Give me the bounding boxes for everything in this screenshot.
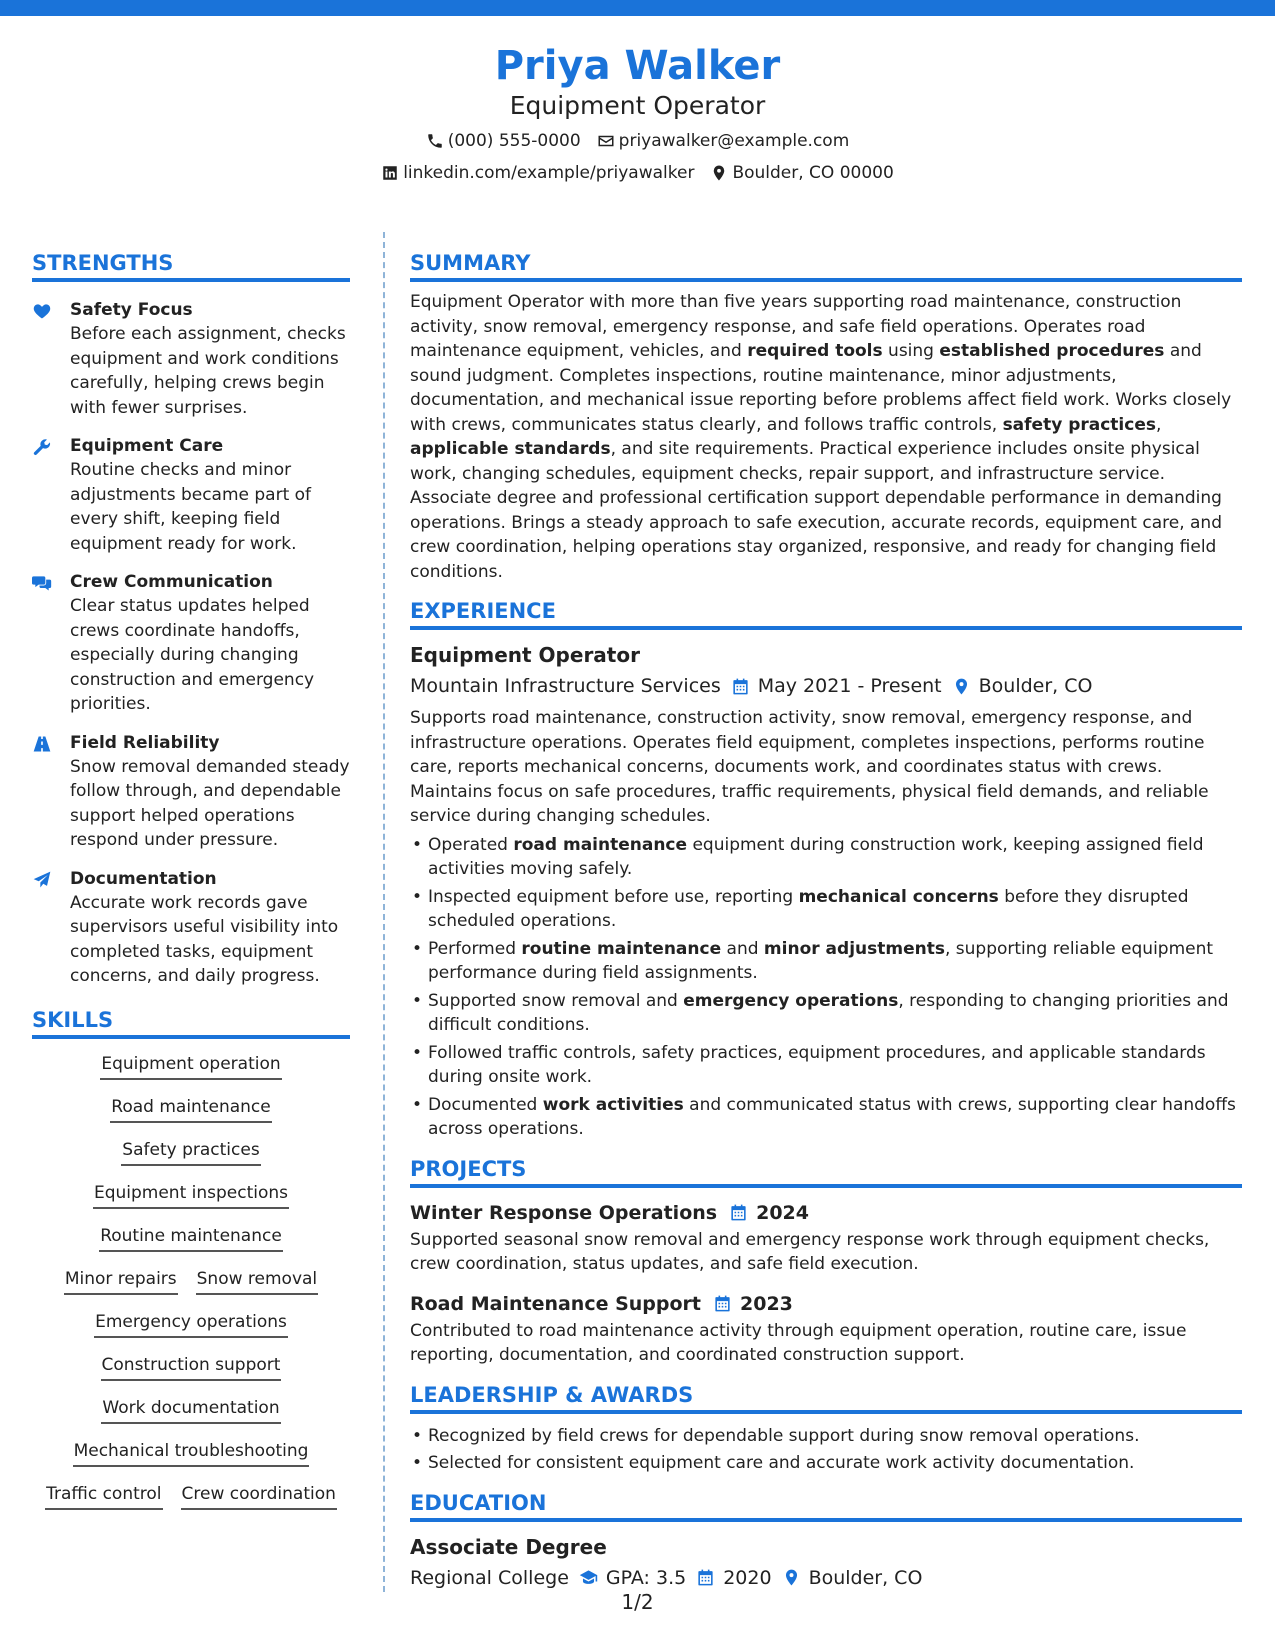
bold-phrase: mechanical concerns xyxy=(798,886,999,907)
bold-phrase: safety practices xyxy=(1002,414,1156,435)
text-run: Equipment Operator with more than five years supporting road maintenance, construction activity, snow removal, emergency response, and safe field operations. Operates road maintenance equipment, vehicles, and xyxy=(410,292,1182,361)
text-run: Supported snow removal and xyxy=(428,990,684,1011)
experience-bullets xyxy=(410,833,1242,1142)
map-marker-icon xyxy=(952,677,971,696)
comments-icon xyxy=(32,573,52,593)
gpa-text: GPA: 3.5 xyxy=(605,1566,687,1589)
leadership-heading: LEADERSHIP & AWARDS xyxy=(410,1380,1242,1414)
skill-tag: Minor repairs xyxy=(64,1266,178,1295)
bold-phrase: established procedures xyxy=(939,341,1165,361)
project-title: Winter Response Operations xyxy=(410,1201,718,1224)
strength-title: Safety Focus xyxy=(70,300,193,320)
skills-list xyxy=(32,1051,350,1510)
column-divider xyxy=(383,232,385,1592)
candidate-title: Equipment Operator xyxy=(509,91,766,120)
list-item xyxy=(410,937,1242,986)
strength-text: Routine checks and minor adjustments became part of every shift, keeping field equipment ready for work. xyxy=(70,460,312,554)
text-run: and communicated status with crews, supporting clear handoffs across operations. xyxy=(428,1094,1236,1139)
contact-row-1 xyxy=(0,125,1275,157)
skill-tag: Emergency operations xyxy=(94,1309,288,1338)
strength-item xyxy=(32,570,350,717)
text-run: Followed traffic controls, safety practices, equipment procedures, and applicable standards during onsite work. xyxy=(428,1042,1206,1087)
calendar-icon xyxy=(696,1568,715,1587)
top-accent-bar xyxy=(0,0,1275,16)
bold-phrase: applicable standards xyxy=(410,439,611,459)
contact-row-2 xyxy=(0,157,1275,189)
strength-title: Crew Communication xyxy=(70,572,273,592)
strength-text: Accurate work records gave supervisors useful visibility into completed tasks, equipment concerns, and daily progress. xyxy=(70,892,339,986)
calendar-icon xyxy=(729,1203,748,1222)
linkedin-contact[interactable] xyxy=(381,157,694,189)
graduation-cap-icon xyxy=(579,1568,598,1587)
skill-tag: Routine maintenance xyxy=(99,1223,283,1252)
project-text: Supported seasonal snow removal and emergency response work through equipment checks, crew coordination, status updates, and safe field execution. xyxy=(410,1229,1210,1274)
projects-heading: PROJECTS xyxy=(410,1154,1242,1188)
project-year: 2023 xyxy=(740,1292,793,1315)
strength-item xyxy=(32,731,350,853)
heart-icon xyxy=(32,301,52,321)
job-title: Equipment Operator xyxy=(410,643,640,667)
skill-tag: Snow removal xyxy=(196,1266,319,1295)
bold-phrase: routine maintenance xyxy=(521,938,722,959)
road-icon xyxy=(32,734,52,754)
strength-item xyxy=(32,298,350,420)
strength-text: Clear status updates helped crews coordinate handoffs, especially during changing construction and emergency priorities. xyxy=(70,596,315,714)
strength-text: Snow removal demanded steady follow through, and dependable support helped operations respond under pressure. xyxy=(70,756,350,850)
strength-title: Field Reliability xyxy=(70,732,220,753)
bold-phrase: required tools xyxy=(747,341,883,361)
page-number: 1/2 xyxy=(621,1590,654,1614)
envelope-icon xyxy=(597,132,615,150)
text-run: before they disrupted scheduled operations. xyxy=(428,886,1189,931)
text-run: Performed xyxy=(428,938,522,959)
bold-phrase: emergency operations xyxy=(683,990,899,1011)
strength-text: Before each assignment, checks equipment and work conditions carefully, helping crews begin with fewer surprises. xyxy=(70,324,346,418)
calendar-icon xyxy=(713,1294,732,1313)
project-title-row xyxy=(410,1198,1242,1228)
phone-contact xyxy=(426,125,581,157)
wrench-icon xyxy=(32,437,52,457)
linkedin-icon xyxy=(381,164,399,182)
list-item: • Selected for consistent equipment care and accurate work activity documentation. xyxy=(410,1451,1242,1476)
text-run: Inspected equipment before use, reporting xyxy=(428,886,799,907)
location-contact xyxy=(710,157,893,189)
summary-text xyxy=(410,290,1242,584)
text-run: Documented xyxy=(428,1094,543,1115)
skill-tag: Work documentation xyxy=(101,1395,280,1424)
strength-item xyxy=(32,434,350,556)
text-run: equipment during construction work, keeping assigned field activities moving safely. xyxy=(428,834,1204,879)
list-item xyxy=(410,1041,1242,1090)
job-meta xyxy=(410,670,1242,702)
list-item xyxy=(410,833,1242,882)
text-run: , supporting reliable equipment performance during field assignments. xyxy=(428,938,1214,983)
company-name: Mountain Infrastructure Services xyxy=(410,675,721,697)
right-column xyxy=(410,248,1242,1598)
summary-heading: SUMMARY xyxy=(410,248,1242,282)
skill-tag: Road maintenance xyxy=(110,1094,271,1123)
skill-tag: Mechanical troubleshooting xyxy=(73,1438,310,1467)
left-column xyxy=(32,248,350,1524)
resume-header xyxy=(0,42,1275,189)
skill-tag: Traffic control xyxy=(45,1481,162,1510)
text-run: , responding to changing priorities and difficult conditions. xyxy=(428,990,1229,1035)
calendar-icon xyxy=(731,677,750,696)
job-description: Supports road maintenance, construction activity, snow removal, emergency response, and infrastructure operations. Operates field equipment, completes inspections, performs routine care, reports mechanical concerns, documents work, and coordinates status with crews. Maintains focus on safe procedures, traffic requirements, physical field demands, and reliable service during changing schedules. xyxy=(410,708,1209,826)
education-year: 2020 xyxy=(723,1566,772,1589)
education-meta xyxy=(410,1562,1242,1594)
candidate-name: Priya Walker xyxy=(494,43,781,89)
phone-text: (000) 555-0000 xyxy=(447,131,581,152)
experience-heading: EXPERIENCE xyxy=(410,596,1242,630)
skill-tag: Equipment operation xyxy=(100,1051,281,1080)
list-item xyxy=(410,989,1242,1038)
text-run: , xyxy=(1156,414,1162,435)
leadership-bullets xyxy=(410,1424,1242,1476)
list-item xyxy=(410,1093,1242,1142)
linkedin-text: linkedin.com/example/priyawalker xyxy=(403,163,695,184)
phone-icon xyxy=(426,132,444,150)
list-item: • Recognized by field crews for dependable support during snow removal operations. xyxy=(410,1424,1242,1449)
bold-phrase: minor adjustments xyxy=(763,938,945,959)
text-run: using xyxy=(882,341,940,361)
paper-plane-icon xyxy=(32,870,52,890)
strengths-heading: STRENGTHS xyxy=(32,248,350,282)
bold-phrase: work activities xyxy=(542,1094,684,1115)
skill-tag: Crew coordination xyxy=(181,1481,337,1510)
project-year: 2024 xyxy=(756,1201,809,1224)
map-marker-icon xyxy=(710,164,728,182)
email-text: priyawalker@example.com xyxy=(618,131,850,152)
project-title: Road Maintenance Support xyxy=(410,1292,702,1315)
strength-title: Documentation xyxy=(70,868,217,889)
skill-tag: Equipment inspections xyxy=(93,1180,289,1209)
skills-heading: SKILLS xyxy=(32,1005,350,1039)
text-run: and xyxy=(721,938,764,959)
project-title-row xyxy=(410,1289,1242,1319)
strength-title: Equipment Care xyxy=(70,436,224,456)
text-run: and sound judgment. Completes inspections, routine maintenance, minor adjustments, documentation, and mechanical issue reporting before problems affect field work. Works closely with crews, communicates status clearly, and follows traffic controls, xyxy=(410,341,1232,435)
text-run: , and site requirements. Practical experience includes onsite physical work, changing schedules, equipment checks, repair support, and infrastructure service. Associate degree and professional certification support dependable performance in demanding operations. Brings a steady approach to safe execution, accurate records, equipment care, and crew coordination, helping operations stay organized, responsive, and ready for changing field conditions. xyxy=(410,439,1222,582)
education-heading: EDUCATION xyxy=(410,1488,1242,1522)
education-location: Boulder, CO xyxy=(808,1566,923,1589)
text-run: Operated xyxy=(428,834,514,855)
strength-item xyxy=(32,867,350,989)
location-text: Boulder, CO 00000 xyxy=(732,163,894,184)
map-marker-icon xyxy=(782,1568,801,1587)
project-text: Contributed to road maintenance activity through equipment operation, routine care, issue reporting, documentation, and coordinated construction support. xyxy=(410,1320,1187,1365)
skill-tag: Safety practices xyxy=(121,1137,260,1166)
list-item xyxy=(410,885,1242,934)
email-contact[interactable] xyxy=(597,125,850,157)
bold-phrase: road maintenance xyxy=(513,834,688,855)
job-location: Boulder, CO xyxy=(978,675,1093,697)
degree-title: Associate Degree xyxy=(410,1534,607,1559)
school-name: Regional College xyxy=(410,1566,569,1589)
job-dates: May 2021 - Present xyxy=(757,675,942,697)
skill-tag: Construction support xyxy=(101,1352,282,1381)
